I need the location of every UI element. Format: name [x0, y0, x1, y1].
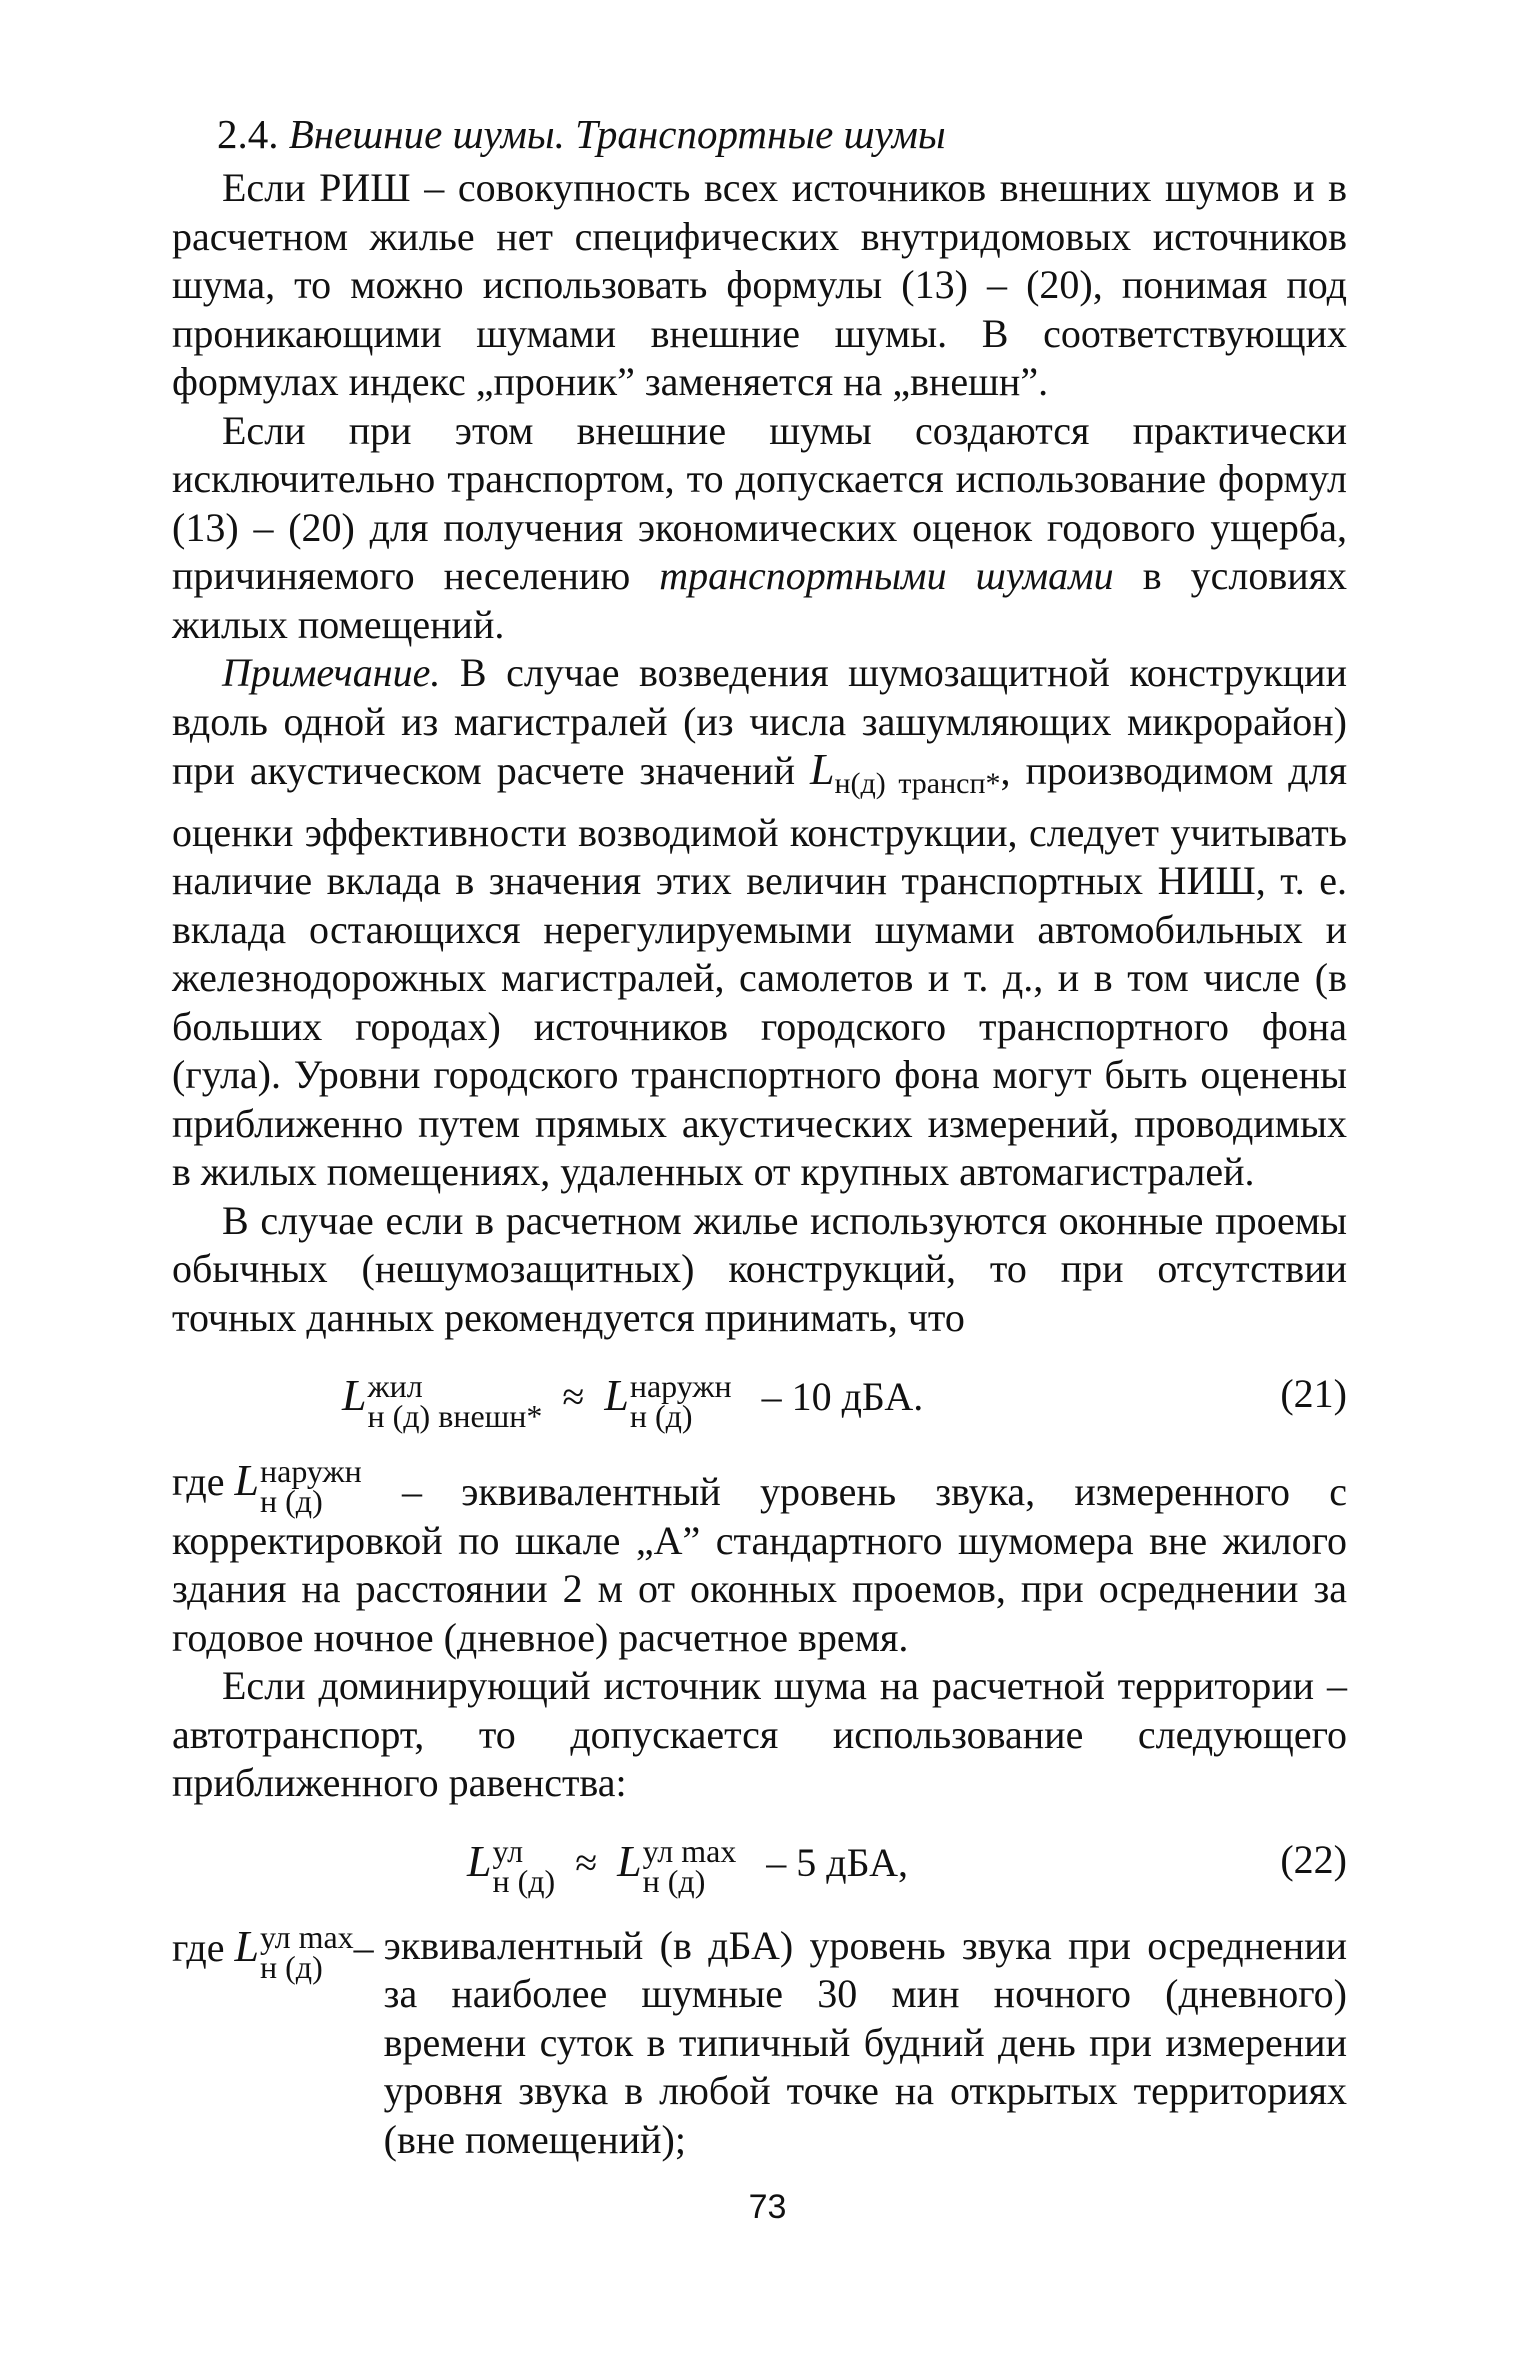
where-22-word: где — [172, 1924, 225, 1970]
where-22-superscript: ул max — [260, 1918, 354, 1955]
formula-22-rhs-superscript: ул max — [642, 1833, 737, 1870]
formula-22-expression — [467, 1833, 908, 1900]
section-heading — [172, 110, 1347, 158]
formula-21-rhs-superscript: наружн — [629, 1367, 732, 1404]
formula-22-lhs-superscript: ул — [492, 1833, 524, 1870]
note-symbol-subscript: н(д) трансп* — [834, 767, 1001, 800]
where-21-superscript: наружн — [260, 1453, 362, 1489]
formula-22-lhs-symbol: L — [467, 1836, 492, 1886]
formula-21-lhs-indices — [367, 1367, 543, 1434]
paragraph-2 — [172, 407, 1347, 650]
where-22-dash: – — [353, 1924, 374, 1970]
section-title: Внешние шумы. Транспортные шумы — [288, 111, 946, 157]
formula-22-number: (22) — [1280, 1836, 1347, 1882]
paragraph-3: В случае если в расчетном жилье используются оконные проемы обычных (нешумозащитных) конструкций, то при отсутствии точных данных рекомендуется принимать, что — [172, 1197, 1347, 1340]
formula-21-lhs-superscript: жил — [367, 1367, 423, 1404]
paragraph-1: Если РИШ – совокупность всех источников внешних шумов и в расчетном жилье нет специфических внутридомовых источников шума, то можно использовать формулы (13) – (20), понимая под проникающими шумами внешние шумы. В соответствующих формулах индекс „проник” заменяется на „внешн”. — [172, 165, 1347, 404]
where-21-symbol: L — [234, 1456, 260, 1506]
formula-21-rest: – 10 дБА. — [761, 1374, 924, 1419]
formula-21-number: (21) — [1280, 1371, 1347, 1416]
where-21-description: – эквивалентный уровень звука, измеренного с корректировкой по шкале „А” стандартного шумомера вне жилого здания на расстоянии 2 м от оконных проемов, при осреднении за годовое ночное (дневное) расчетное время. — [172, 1469, 1347, 1660]
formula-21-lhs-subscript: н (д) внешн* — [367, 1397, 543, 1434]
where-21-lead — [172, 1453, 392, 1519]
where-22-indices — [260, 1918, 354, 1985]
formula-22-approx: ≈ — [575, 1839, 598, 1885]
formula-22 — [172, 1814, 1347, 1912]
page-number: 73 — [748, 2188, 787, 2226]
formula-22-rest: – 5 дБА, — [766, 1839, 908, 1885]
note-text-end: , производимом для оценки эффективности возводимой конструкции, следует учитывать наличие вклада в значения этих величин транспортных НИШ, т. е. вклада остающихся нерегулируемыми шумами автомобильных и железнодорожных магистралей, самолетов и т. д., и в том числе (в больших городах) источников городского транспортного фона (гула). Уровни городского транспортного фона могут быть оценены приближенно путем прямых акустических измерений, проводимых в жилых помещениях, удаленных от крупных автомагистралей. — [172, 748, 1348, 1194]
where-22-subscript: н (д) — [260, 1948, 323, 1985]
formula-21-lhs-symbol: L — [342, 1371, 367, 1420]
formula-22-rhs-indices — [642, 1833, 737, 1900]
where-21-word: где — [172, 1459, 225, 1505]
paragraph-2-text-end: в условиях жилых помещений. — [172, 553, 1348, 647]
where-22 — [172, 1918, 1347, 2165]
formula-21-approx: ≈ — [562, 1374, 585, 1419]
note-label: Примечание. — [222, 650, 441, 695]
where-22-description: эквивалентный (в дБА) уровень звука при осреднении за наиболее шумные 30 мин ночного (дневного) времени суток в типичный будний день при измерении уровня звука в любой точке на открытых территориях (вне помещений); — [383, 1922, 1347, 2162]
note-text-start: В случае возведения шумозащитной конструкции вдоль одной из магистралей (из числа зашумляющих микрорайон) при акустическом расчете значений — [172, 650, 1347, 793]
where-22-symbol: L — [234, 1921, 260, 1971]
formula-22-rhs-symbol: L — [617, 1836, 642, 1886]
formula-21 — [172, 1348, 1347, 1446]
where-21-indices — [260, 1453, 362, 1519]
formula-22-rhs-subscript: н (д) — [642, 1863, 706, 1900]
formula-22-lhs-indices — [492, 1833, 556, 1900]
note-symbol: L — [810, 745, 835, 794]
paragraph-4: Если доминирующий источник шума на расчетной территории – автотранспорт, то допускается использование следующего приближенного равенства: — [172, 1663, 1347, 1805]
where-22-lead — [172, 1918, 384, 1985]
note-paragraph — [172, 649, 1347, 1197]
paragraph-2-text-start: Если при этом внешние шумы создаются практически исключительно транспортом, то допускается использование формул (13) – (20) для получения экономических оценок годового ущерба, причиняемого неселению — [172, 407, 1347, 598]
where-21-subscript: н (д) — [260, 1483, 323, 1519]
formula-22-lhs-subscript: н (д) — [492, 1863, 556, 1900]
formula-21-rhs-subscript: н (д) — [629, 1397, 693, 1434]
section-number: 2.4. — [217, 111, 279, 157]
paragraph-2-emphasis: транспортными шумами — [659, 553, 1114, 598]
formula-21-expression — [342, 1367, 924, 1434]
formula-21-rhs-symbol: L — [604, 1371, 629, 1420]
page-content — [172, 110, 1347, 2164]
formula-21-rhs-indices — [629, 1367, 732, 1434]
